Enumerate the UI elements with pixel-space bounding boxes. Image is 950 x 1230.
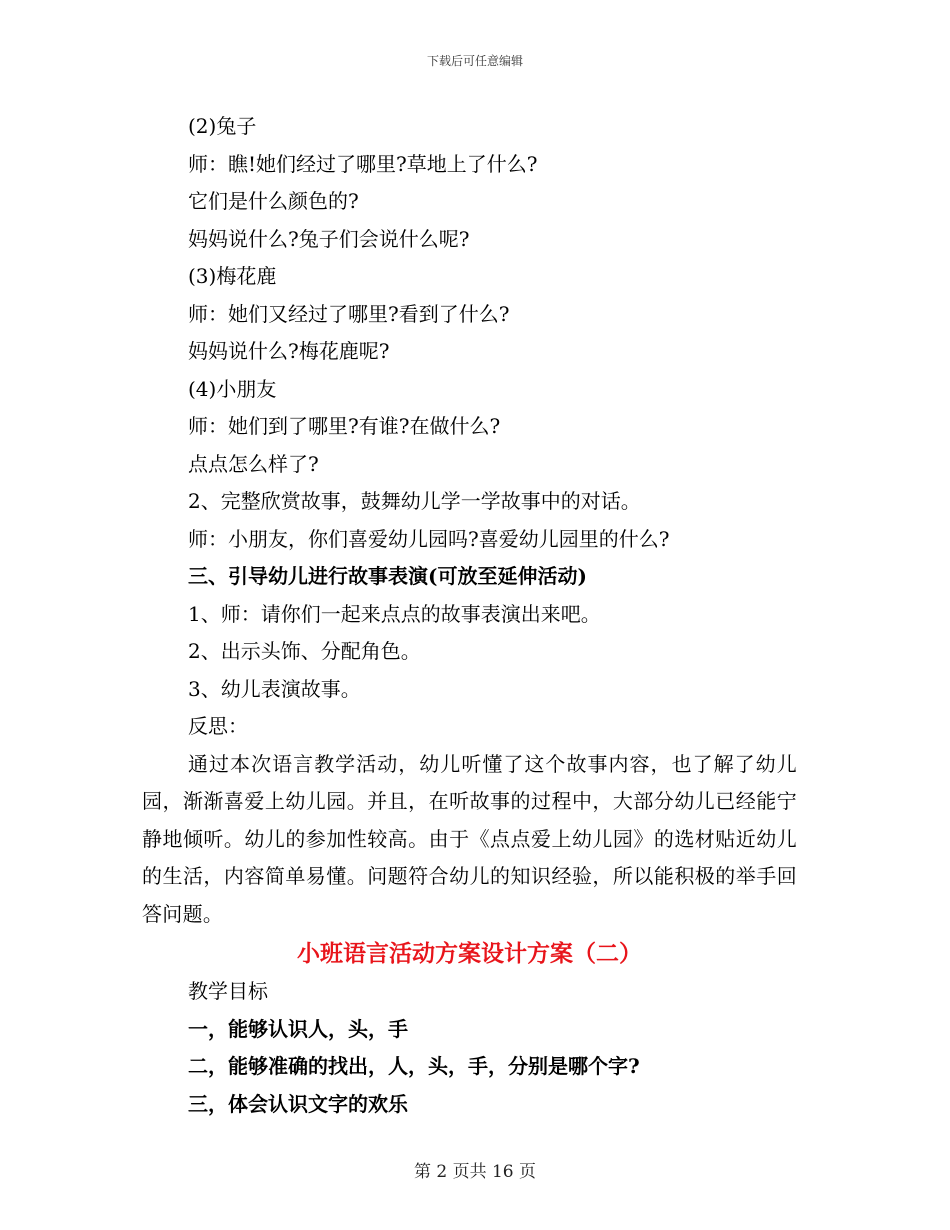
text-line: 师：她们又经过了哪里?看到了什么? [188,301,510,326]
subheading-rabbit: (2)兔子 [188,114,257,138]
page-header: 下载后可任意编辑 [426,54,523,68]
section-title: 小班语言活动方案设计方案（二） [297,940,642,967]
text-line: 1、师：请你们一起来点点的故事表演出来吧。 [188,601,601,626]
objective-item: 二，能够准确的找出，人，头，手，分别是哪个字? [188,1054,640,1078]
objective-item: 三，体会认识文字的欢乐 [188,1091,408,1116]
objectives-heading: 教学目标 [188,979,268,1003]
text-line: 它们是什么颜色的? [188,189,359,213]
text-line: 师：小朋友，你们喜爱幼儿园吗?喜爱幼儿园里的什么? [188,526,670,551]
text-line: 2、完整欣赏故事，鼓舞幼儿学一学故事中的对话。 [188,489,641,513]
text-line: 2、出示头饰、分配角色。 [188,639,421,663]
text-line: 点点怎么样了? [188,451,319,476]
text-line: 妈妈说什么?梅花鹿呢? [188,339,390,363]
document-body [142,108,797,1123]
text-line: 师：她们到了哪里?有谁?在做什么? [188,414,501,438]
reflection-paragraph: 通过本次语言教学活动，幼儿听懂了这个故事内容，也了解了幼儿园，渐渐喜爱上幼儿园。并且，在听故事的过程中，大部分幼儿已经能宁静地倾听。幼儿的参加性较高。由于《点点爱上幼儿园》的选材贴近幼儿的生活，内容简单易懂。问题符合幼儿的知识经验，所以能积极的举手回答问题。 [142,751,797,926]
text-line: 3、幼儿表演故事。 [188,676,361,701]
text-line: 师：瞧!她们经过了哪里?草地上了什么? [188,151,538,176]
subheading-deer: (3)梅花鹿 [188,264,277,288]
subheading-children: (4)小朋友 [188,376,277,401]
page-footer: 第 2 页共 16 页 [413,1162,537,1182]
section-heading-three: 三、引导幼儿进行故事表演(可放至延伸活动) [188,564,587,588]
objective-item: 一，能够认识人，头，手 [188,1016,408,1041]
reflection-label: 反思： [188,714,248,738]
text-line: 妈妈说什么?兔子们会说什么呢? [188,226,470,251]
